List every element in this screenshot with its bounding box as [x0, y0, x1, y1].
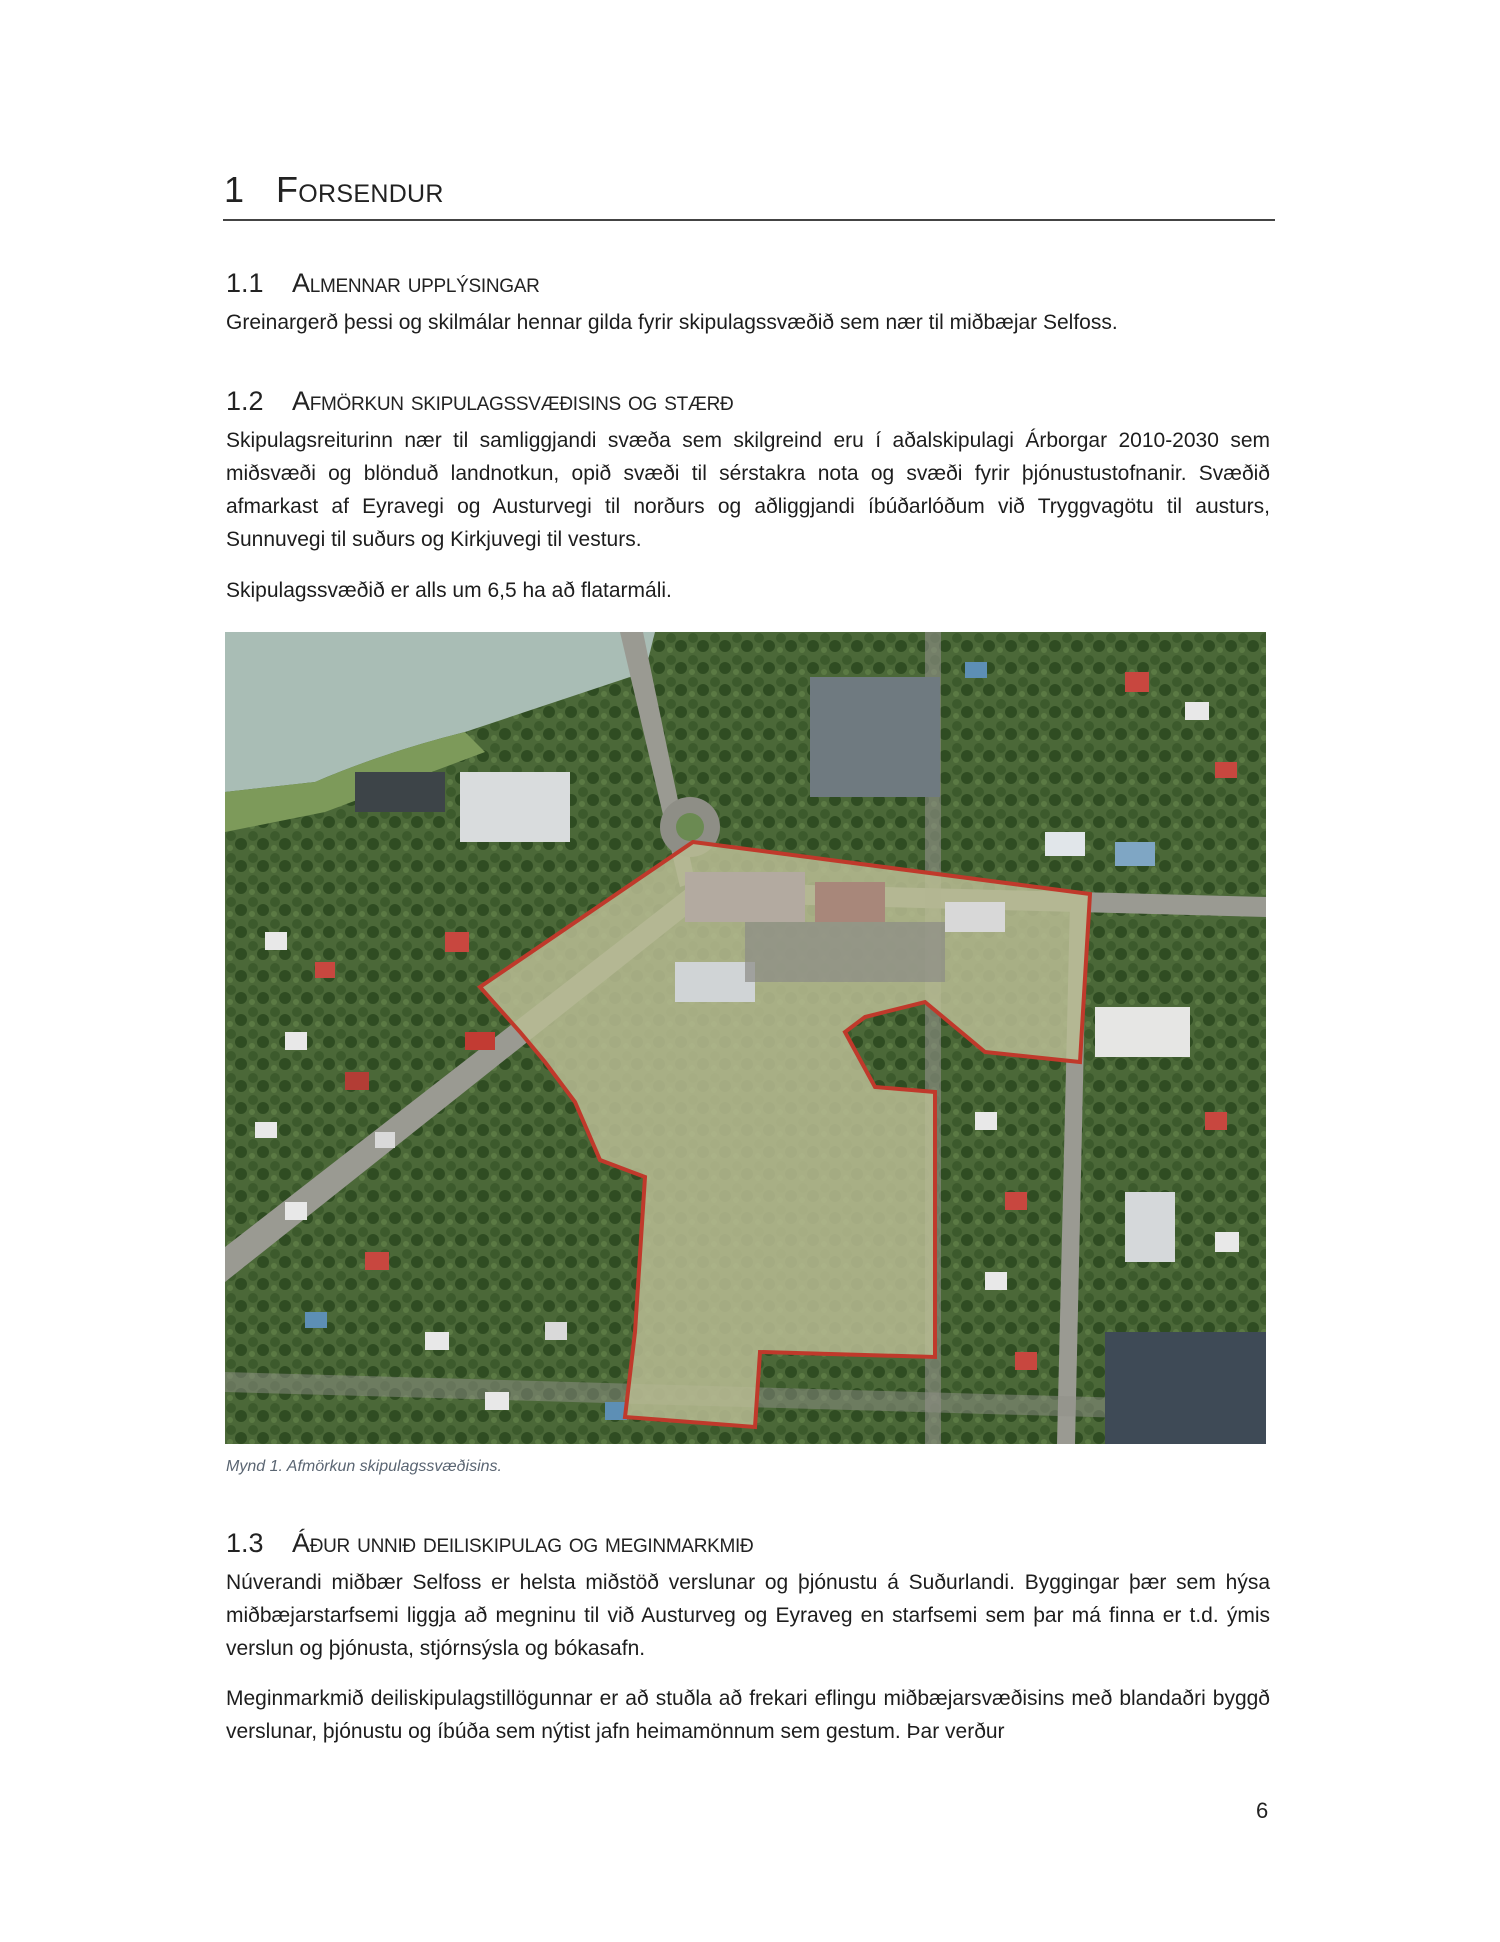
section-number: 1.3 — [226, 1528, 264, 1558]
chapter-number: 1 — [224, 169, 245, 210]
paragraph: Meginmarkmið deiliskipulagstillögunnar er að stuðla að frekari eflingu miðbæjarsvæðisins með blandaðri byggð verslunar, þjónustu og íbúða sem nýtist jafn heimamönnum sem gestum. Þar verður — [226, 1687, 1270, 1743]
section-number: 1.2 — [226, 386, 264, 416]
section-heading-1-3 — [226, 1526, 753, 1560]
building — [1125, 1192, 1175, 1262]
building — [1095, 1007, 1190, 1057]
building — [815, 882, 885, 922]
aerial-map — [225, 632, 1266, 1444]
chapter-title: Forsendur — [276, 169, 444, 210]
building — [460, 772, 570, 842]
chapter-heading-rule — [223, 219, 1275, 221]
section-title: Áður unnið deiliskipulag og meginmarkmið — [292, 1528, 754, 1558]
building — [945, 902, 1005, 932]
building — [685, 872, 805, 922]
paragraph: Skipulagsreiturinn nær til samliggjandi svæða sem skilgreind eru í aðalskipulagi Árborgar 2010-2030 sem miðsvæði og blönduð landnotkun, opið svæði til sérstakra nota og svæði fyrir þjónustustofnanir. Svæðið afmarkast af Eyravegi og Austurvegi til norðurs og aðliggjandi íbúðarlóðum við Tryggvagötu til austurs, Sunnuvegi til suðurs og Kirkjuvegi til vesturs. — [226, 429, 1270, 551]
paragraph: Núverandi miðbær Selfoss er helsta miðstöð verslunar og þjónustu á Suðurlandi. Byggingar þær sem hýsa miðbæjarstarfsemi liggja að megninu til við Austurveg og Eyraveg en starfsemi sem þar má finna er t.d. ýmis verslun og þjónusta, stjórnsýsla og bókasafn. — [226, 1571, 1270, 1660]
section-heading-1-2 — [226, 384, 733, 418]
section-title: Afmörkun skipulagssvæðisins og stærð — [292, 386, 734, 416]
aerial-map-figure — [225, 632, 1266, 1444]
page-number: 6 — [1256, 1798, 1269, 1823]
figure-caption: Mynd 1. Afmörkun skipulagssvæðisins. — [226, 1458, 502, 1475]
section-number: 1.1 — [226, 268, 264, 298]
building — [810, 677, 940, 797]
building — [355, 772, 445, 812]
paragraph: Greinargerð þessi og skilmálar hennar gilda fyrir skipulagssvæðið sem nær til miðbæjar Selfoss. — [226, 311, 1118, 334]
building — [1105, 1332, 1266, 1444]
paragraph: Skipulagssvæðið er alls um 6,5 ha að flatarmáli. — [226, 579, 672, 602]
parking-lot — [745, 922, 945, 982]
section-title: Almennar upplýsingar — [292, 268, 540, 298]
chapter-heading — [224, 166, 1274, 214]
section-heading-1-1 — [226, 266, 540, 300]
building — [675, 962, 755, 1002]
